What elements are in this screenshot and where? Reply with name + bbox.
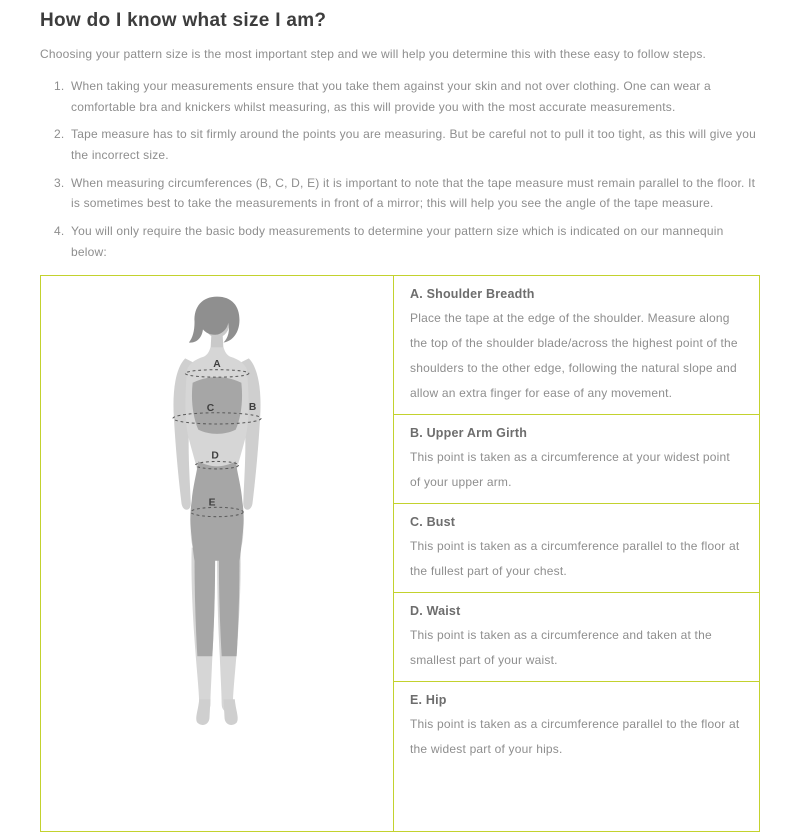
measure-point-label-a: A bbox=[213, 359, 221, 371]
step-item-2: 2. Tape measure has to sit firmly around the points you are measuring. But be careful not to pull it too tight, as this will give you the incorrect size. bbox=[68, 124, 760, 165]
steps-list bbox=[40, 76, 760, 262]
page-title: How do I know what size I am? bbox=[40, 10, 327, 31]
measurement-cell-bust bbox=[394, 504, 760, 593]
measurement-label-d: D. Waist bbox=[410, 604, 461, 619]
measurement-label-a: A. Shoulder Breadth bbox=[410, 287, 535, 302]
measurement-desc-d: This point is taken as a circumference and taken at the smallest part of your waist. bbox=[410, 628, 712, 668]
measurement-cell-shoulder bbox=[394, 276, 760, 415]
measure-point-label-b: B bbox=[248, 402, 257, 414]
measurement-label-e: E. Hip bbox=[410, 693, 447, 708]
table-row bbox=[41, 276, 760, 415]
measurement-label-b: B. Upper Arm Girth bbox=[410, 426, 528, 441]
measure-point-label-c: C bbox=[206, 403, 215, 415]
measurement-desc-a: Place the tape at the edge of the shoulder. Measure along the top of the shoulder blade/across the highest point of the shoulders to the other edge, following the natural slope and allow an extra finger for ease of any movement. bbox=[410, 311, 738, 401]
intro-text: Choosing your pattern size is the most important step and we will help you determine this with these easy to follow steps. bbox=[40, 47, 707, 61]
step-item-3: 3. When measuring circumferences (B, C, D, E) it is important to note that the tape measure must remain parallel to the floor. It is sometimes best to take the measurements in front of a mirror; this will help you see the angle of the tape measure. bbox=[68, 173, 760, 214]
measurement-desc-c: This point is taken as a circumference parallel to the floor at the fullest part of your chest. bbox=[410, 539, 740, 579]
mannequin-figure bbox=[114, 277, 320, 747]
measurement-desc-e: This point is taken as a circumference parallel to the floor at the widest part of your hips. bbox=[410, 717, 740, 757]
step-item-1: 1. When taking your measurements ensure that you take them against your skin and not over clothing. One can wear a comfortable bra and knickers whilst measuring, as this will provide you with the most accurate measurements. bbox=[68, 76, 760, 117]
measurement-cell-waist bbox=[394, 593, 760, 682]
measurement-label-c: C. Bust bbox=[410, 515, 456, 530]
measurement-table bbox=[40, 275, 760, 832]
step-item-4: 4. You will only require the basic body measurements to determine your pattern size which is indicated on our mannequin below: bbox=[68, 221, 760, 262]
measure-point-label-e: E bbox=[208, 497, 216, 509]
mannequin-cell bbox=[41, 276, 394, 832]
measurement-cell-hip bbox=[394, 682, 760, 832]
measurement-desc-b: This point is taken as a circumference at your widest point of your upper arm. bbox=[410, 450, 730, 490]
measure-point-label-d: D bbox=[211, 450, 219, 462]
measurement-cell-upper-arm bbox=[394, 415, 760, 504]
